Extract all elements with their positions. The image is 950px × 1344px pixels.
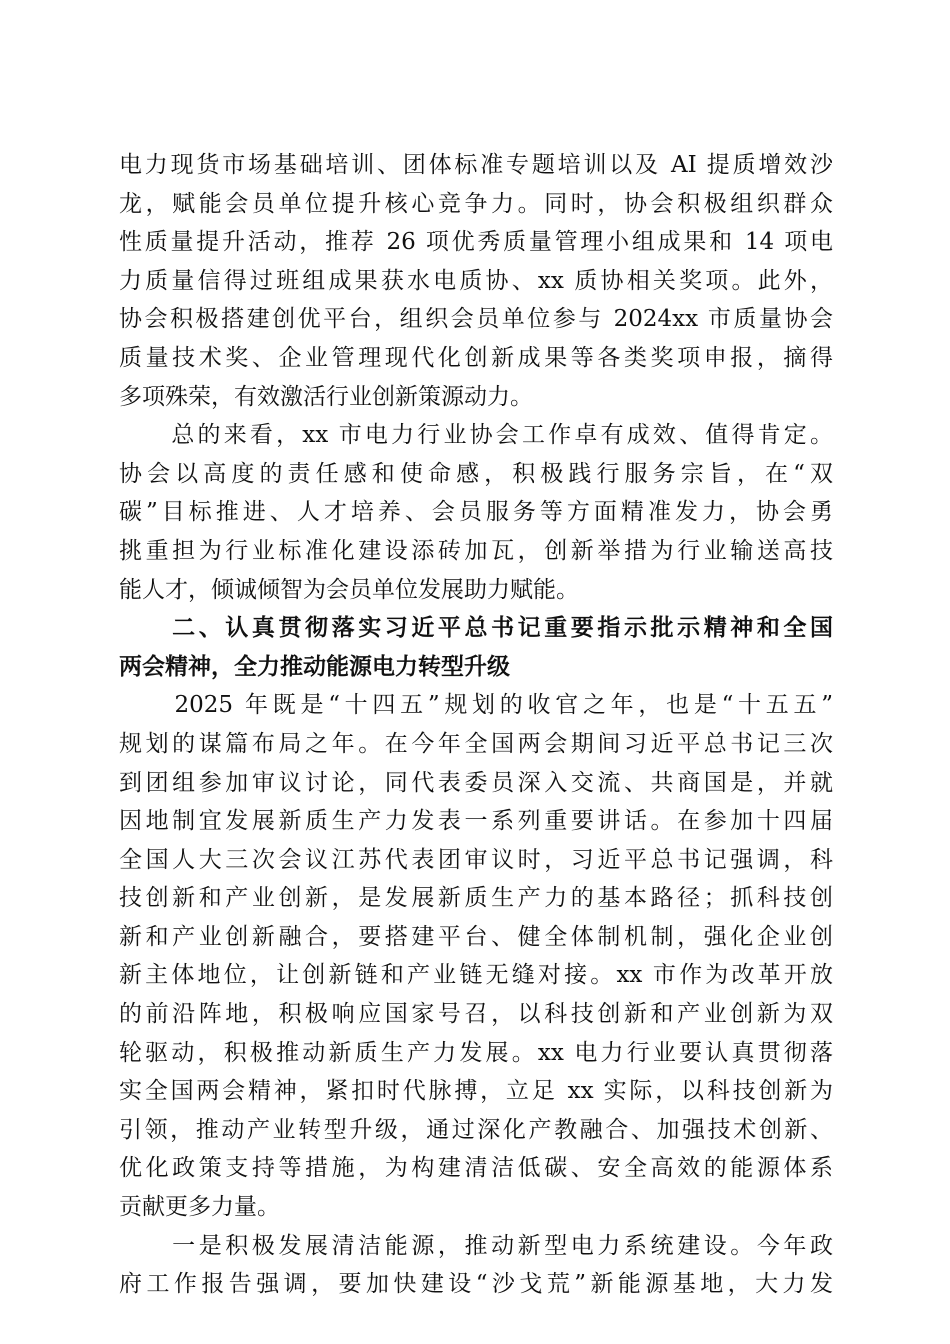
section-heading-2: [119, 609, 833, 686]
text-line: 性质量提升活动，推荐 26 项优秀质量管理小组成果和 14 项电: [119, 229, 833, 256]
text-line: 质量技术奖、企业管理现代化创新成果等各类奖项申报，摘得: [119, 344, 833, 371]
text-line: 协会以高度的责任感和使命感，积极践行服务宗旨，在“双: [119, 460, 833, 487]
paragraph-summary: [119, 416, 833, 609]
text-line: 规划的谋篇布局之年。在今年全国两会期间习近平总书记三次: [119, 730, 833, 757]
text-line: 挑重担为行业标准化建设添砖加瓦，创新举措为行业输送高技: [119, 537, 833, 564]
text-line: 多项殊荣，有效激活行业创新策源动力。: [119, 383, 533, 410]
paragraph-clean-energy: [119, 1227, 833, 1304]
document-body: [119, 146, 833, 1304]
text-line: 总的来看，xx 市电力行业协会工作卓有成效、值得肯定。: [119, 422, 833, 449]
text-line: 协会积极搭建创优平台，组织会员单位参与 2024xx 市质量协会: [119, 306, 833, 333]
text-line: 到团组参加审议讨论，同代表委员深入交流、共商国是，并就: [119, 769, 833, 796]
text-line: 2025 年既是“十四五”规划的收官之年，也是“十五五”: [119, 692, 833, 719]
text-line: 优化政策支持等措施，为构建清洁低碳、安全高效的能源体系: [119, 1155, 833, 1182]
heading-line: 两会精神，全力推动能源电力转型升级: [119, 653, 510, 680]
text-line: 技创新和产业创新，是发展新质生产力的基本路径；抓科技创: [119, 885, 833, 912]
text-line: 新主体地位，让创新链和产业链无缝对接。xx 市作为改革开放: [119, 962, 833, 989]
paragraph-training-and-awards: [119, 146, 833, 416]
text-line: 能人才，倾诚倾智为会员单位发展助力赋能。: [119, 576, 579, 603]
heading-line: 二、认真贯彻落实习近平总书记重要指示批示精神和全国: [119, 615, 833, 642]
text-line: 力质量信得过班组成果获水电质协、xx 质协相关奖项。此外，: [119, 267, 833, 294]
text-line: 实全国两会精神，紧扣时代脉搏，立足 xx 实际，以科技创新为: [119, 1078, 833, 1105]
text-line: 电力现货市场基础培训、团体标准专题培训以及 AI 提质增效沙: [119, 152, 833, 178]
text-line: 引领，推动产业转型升级，通过深化产教融合、加强技术创新、: [119, 1116, 833, 1143]
paragraph-2025-plan: [119, 686, 833, 1226]
text-line: 龙，赋能会员单位提升核心竞争力。同时，协会积极组织群众: [119, 190, 833, 217]
text-line: 因地制宜发展新质生产力发表一系列重要讲话。在参加十四届: [119, 808, 833, 835]
text-line: 的前沿阵地，积极响应国家号召，以科技创新和产业创新为双: [119, 1001, 833, 1028]
text-line: 贡献更多力量。: [119, 1194, 280, 1221]
text-line: 府工作报告强调，要加快建设“沙戈荒”新能源基地，大力发: [119, 1271, 833, 1298]
text-line: 全国人大三次会议江苏代表团审议时，习近平总书记强调，科: [119, 846, 833, 873]
text-line: 碳”目标推进、人才培养、会员服务等方面精准发力，协会勇: [119, 499, 833, 526]
text-line: 新和产业创新融合，要搭建平台、健全体制机制，强化企业创: [119, 923, 833, 950]
text-line: 一是积极发展清洁能源，推动新型电力系统建设。今年政: [119, 1232, 833, 1259]
text-line: 轮驱动，积极推动新质生产力发展。xx 电力行业要认真贯彻落: [119, 1039, 833, 1066]
